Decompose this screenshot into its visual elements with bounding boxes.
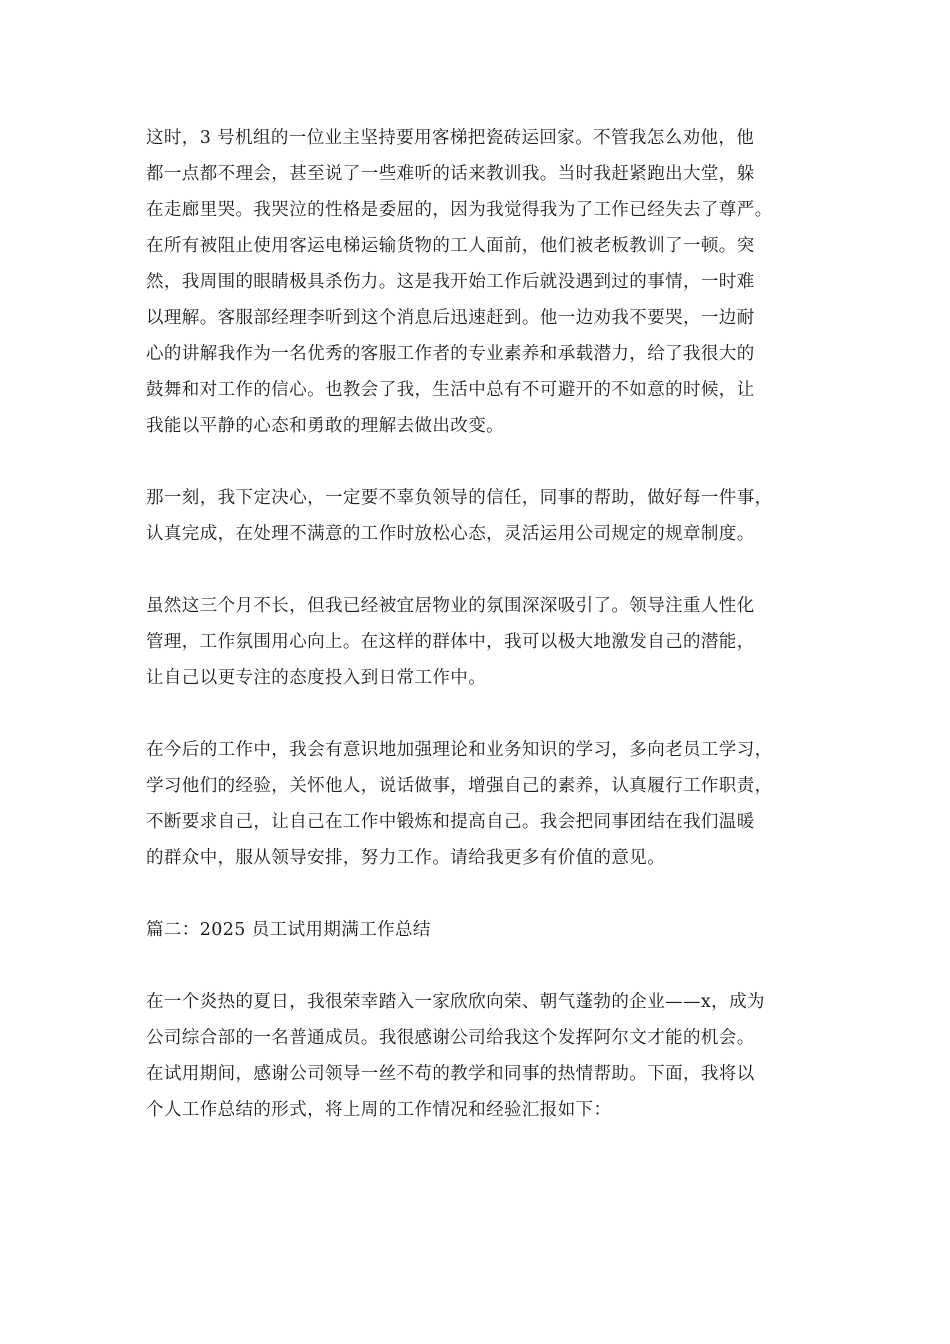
document-page [146,120,810,1128]
text-line: 这时，3 号机组的一位业主坚持要用客梯把瓷砖运回家。不管我怎么劝他，他 [146,128,755,148]
paragraph-resolution [146,480,810,552]
text-line: 个人工作总结的形式，将上周的工作情况和经验汇报如下： [146,1100,612,1120]
text-line: 在试用期间，感谢公司领导一丝不苟的教学和同事的热情帮助。下面，我将以 [146,1064,755,1084]
paragraph-spacer [146,696,810,732]
text-line: 让自己以更专注的态度投入到日常工作中。 [146,668,487,688]
section-heading [146,912,810,948]
text-line: 鼓舞和对工作的信心。也教会了我，生活中总有不可避开的不如意的时候，让 [146,380,755,400]
text-line: 在走廊里哭。我哭泣的性格是委屈的，因为我觉得我为了工作已经失去了尊严。 [146,200,773,220]
text-line: 虽然这三个月不长，但我已经被宜居物业的氛围深深吸引了。领导注重人性化 [146,596,755,616]
text-line: 都一点都不理会，甚至说了一些难听的话来教训我。当时我赶紧跑出大堂，躲 [146,164,755,184]
text-line: 的群众中，服从领导安排，努力工作。请给我更多有价值的意见。 [146,848,666,868]
text-line: 公司综合部的一名普通成员。我很感谢公司给我这个发挥阿尔文才能的机会。 [146,1028,755,1048]
section-title: 篇二：2025 员工试用期满工作总结 [146,920,431,940]
text-line: 以理解。客服部经理李听到这个消息后迅速赶到。他一边劝我不要哭，一边耐 [146,308,755,328]
paragraph-spacer [146,552,810,588]
paragraph-atmosphere [146,588,810,696]
paragraph-spacer [146,948,810,984]
text-line: 我能以平静的心态和勇敢的理解去做出改变。 [146,416,504,436]
text-line: 在所有被阻止使用客运电梯运输货物的工人面前，他们被老板教训了一顿。突 [146,236,755,256]
paragraph-spacer [146,876,810,912]
text-line: 在今后的工作中，我会有意识地加强理论和业务知识的学习，多向老员工学习， [146,740,773,760]
text-line: 管理，工作氛围用心向上。在这样的群体中，我可以极大地激发自己的潜能， [146,632,755,652]
text-line: 在一个炎热的夏日，我很荣幸踏入一家欣欣向荣、朝气蓬勃的企业——x，成为 [146,992,765,1012]
paragraph-spacer [146,444,810,480]
text-line: 心的讲解我作为一名优秀的客服工作者的专业素养和承载潜力，给了我很大的 [146,344,755,364]
text-line: 不断要求自己，让自己在工作中锻炼和提高自己。我会把同事团结在我们温暖 [146,812,755,832]
text-line: 学习他们的经验，关怀他人，说话做事，增强自己的素养，认真履行工作职责， [146,776,773,796]
text-line: 认真完成，在处理不满意的工作时放松心态，灵活运用公司规定的规章制度。 [146,524,755,544]
paragraph-intro-summary [146,984,810,1128]
paragraph-complaint-story [146,120,810,444]
text-line: 然，我周围的眼睛极具杀伤力。这是我开始工作后就没遇到过的事情，一时难 [146,272,755,292]
text-line: 那一刻，我下定决心，一定要不辜负领导的信任，同事的帮助，做好每一件事， [146,488,773,508]
paragraph-future-plans [146,732,810,876]
